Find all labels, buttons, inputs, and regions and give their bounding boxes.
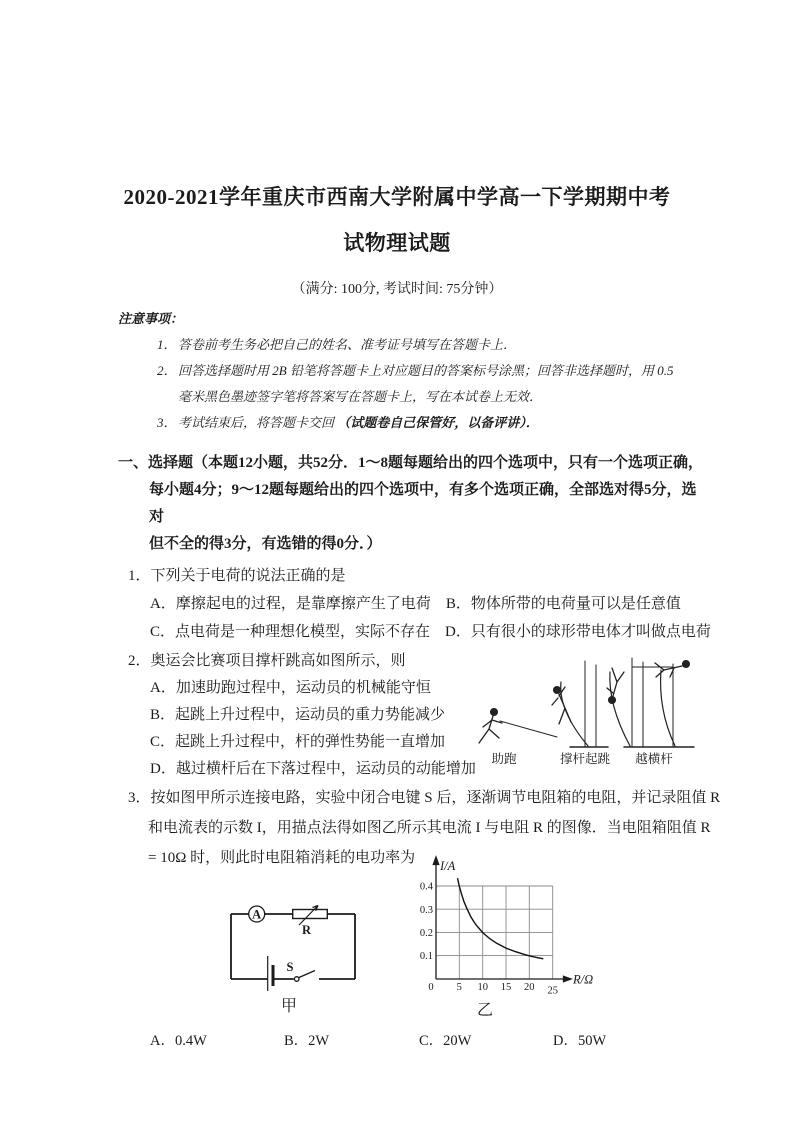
q1-stem-row bbox=[128, 562, 794, 590]
q1-options-cd bbox=[128, 618, 794, 646]
graph-grid bbox=[436, 886, 553, 979]
notice-item-2-text-line2: 毫米黑色墨迹签字笔将答案写在答题卡上，写在本试卷上无效． bbox=[178, 389, 543, 404]
question-1 bbox=[128, 562, 794, 646]
y-tick-0.3: 0.3 bbox=[419, 904, 433, 916]
q3-number: 3． bbox=[128, 790, 151, 806]
x-tick-15: 15 bbox=[500, 982, 512, 993]
q3-option-d: D．50W bbox=[553, 1033, 607, 1049]
x-tick-0: 0 bbox=[428, 982, 434, 993]
section-1-line-2: 每小题4分；9～12题每题给出的四个选项中，有多个选项正确，全部选对得5分，选对 bbox=[149, 482, 697, 525]
q2-number: 2． bbox=[128, 653, 151, 669]
q3-answer-options bbox=[0, 1029, 794, 1049]
q2-option-d: D．越过横杆后在下落过程中，运动员的动能增加 bbox=[150, 761, 476, 777]
q1-number: 1． bbox=[128, 568, 151, 584]
graph-axes bbox=[433, 857, 571, 982]
graph-caption-yi: 乙 bbox=[476, 1002, 494, 1019]
q1-option-d: D．只有很小的球形带电体才叫做点电荷 bbox=[445, 624, 711, 640]
clearing-vaulter-head bbox=[683, 661, 690, 668]
question-2 bbox=[128, 648, 794, 783]
q3-option-b: B．2W bbox=[284, 1033, 330, 1049]
q1-options-ab bbox=[128, 590, 794, 618]
title-line-2: 试物理试题 bbox=[343, 231, 451, 255]
notice-item-1-num: 1． bbox=[157, 337, 177, 352]
x-tick-10: 10 bbox=[477, 982, 488, 993]
notice-item-2 bbox=[157, 358, 684, 384]
section-1-line-3: 但不全的得3分，有选错的得0分．） bbox=[149, 536, 382, 552]
q1-option-b: B．物体所带的电荷量可以是任意值 bbox=[445, 596, 681, 612]
notice-item-1-text: 答卷前考生务必把自己的姓名、准考证号填写在答题卡上． bbox=[178, 337, 517, 352]
rheostat-label: R bbox=[302, 923, 312, 937]
notice-item-3-bold-text: （试题卷自己保管好，以备评讲）． bbox=[337, 415, 539, 430]
x-tick-20: 20 bbox=[524, 982, 535, 993]
q3-figures bbox=[0, 859, 794, 1023]
q3-stem-line-2: 和电流表的示数 I，用描点法得如图乙所示其电流 I 与电阻 R 的图像．当电阻箱阻值 R bbox=[148, 820, 711, 836]
circuit-drawing bbox=[231, 906, 355, 992]
notice-item-2-num: 2． bbox=[157, 363, 177, 378]
y-tick-0.4: 0.4 bbox=[419, 881, 433, 893]
section-1-line-1: 一、选择题（本题12小题，共52分．1～8题每题给出的四个选项中，只有一个选项正确， bbox=[118, 455, 704, 471]
y-tick-0.2: 0.2 bbox=[419, 928, 433, 939]
notice-item-2-text-line1: 回答选择题时用 2B 铅笔将答题卡上对应题目的答案标号涂黑；回答非选择题时，用 0.5 bbox=[178, 363, 674, 378]
q1-option-c: C．点电荷是一种理想化模型，实际不存在 bbox=[150, 624, 431, 640]
q3-option-a: A．0.4W bbox=[150, 1033, 207, 1049]
iv-curve-path bbox=[458, 878, 544, 959]
x-axis-label: R/Ω bbox=[573, 972, 594, 987]
label-cross-bar: 越横杆 bbox=[635, 752, 673, 766]
y-tick-0.1: 0.1 bbox=[419, 951, 433, 963]
q3-stem-line-3: = 10Ω 时，则此时电阻箱消耗的电功率为 bbox=[148, 850, 416, 866]
inverted-vaulter-head bbox=[609, 697, 616, 704]
notice-item-3-text: 考试结束后，将答题卡交回 bbox=[178, 415, 338, 430]
circuit-caption-jia: 甲 bbox=[280, 998, 298, 1015]
notice-item-1 bbox=[157, 332, 684, 358]
vaulter-head bbox=[554, 687, 561, 694]
title-line-1: 2020-2021学年重庆市西南大学附属中学高一下学期期中考 bbox=[123, 185, 671, 209]
q1-stem: 下列关于电荷的说法正确的是 bbox=[150, 568, 346, 584]
switch-icon bbox=[294, 977, 299, 982]
q2-option-a: A．加速助跑过程中，运动员的机械能守恒 bbox=[150, 680, 431, 696]
section-1-header bbox=[118, 450, 704, 558]
y-axis-label: I/A bbox=[440, 859, 456, 873]
q3-option-c: C．20W bbox=[419, 1033, 472, 1049]
q2-option-b: B．起跳上升过程中，运动员的重力势能减少 bbox=[150, 707, 446, 723]
exam-subtitle: （满分: 100分, 考试时间: 75分钟） bbox=[291, 282, 503, 297]
runner-head bbox=[491, 709, 498, 716]
q1-option-a: A．摩擦起电的过程，是靠摩擦产生了电荷 bbox=[150, 596, 431, 612]
label-pole-takeoff: 撑杆起跳 bbox=[559, 752, 611, 766]
pole-vault-drawing bbox=[479, 658, 694, 747]
notice-item-3-num: 3． bbox=[157, 415, 177, 430]
q3-stem-line-1: 按如图甲所示连接电路，实验中闭合电键 S 后，逐渐调节电阻箱的电阻，并记录阻值 R bbox=[150, 790, 721, 806]
q2-stem: 奥运会比赛项目撑杆跳高如图所示，则 bbox=[150, 653, 406, 669]
ammeter-label: A bbox=[252, 907, 262, 922]
x-tick-5: 5 bbox=[456, 982, 462, 993]
pole-vault-figure bbox=[462, 650, 700, 768]
q3-stem-row bbox=[128, 783, 794, 813]
iv-graph-figure bbox=[415, 855, 615, 1023]
x-tick-25: 25 bbox=[547, 985, 558, 997]
circuit-diagram bbox=[222, 896, 382, 1016]
notice-item-3 bbox=[157, 410, 684, 436]
page-title bbox=[0, 174, 794, 266]
label-run-up: 助跑 bbox=[491, 752, 517, 766]
q2-option-c: C．起跳上升过程中，杆的弹性势能一直增加 bbox=[150, 734, 446, 750]
notice-heading: 注意事项： bbox=[118, 311, 184, 326]
switch-label: S bbox=[286, 960, 294, 974]
notice-section bbox=[118, 306, 684, 436]
